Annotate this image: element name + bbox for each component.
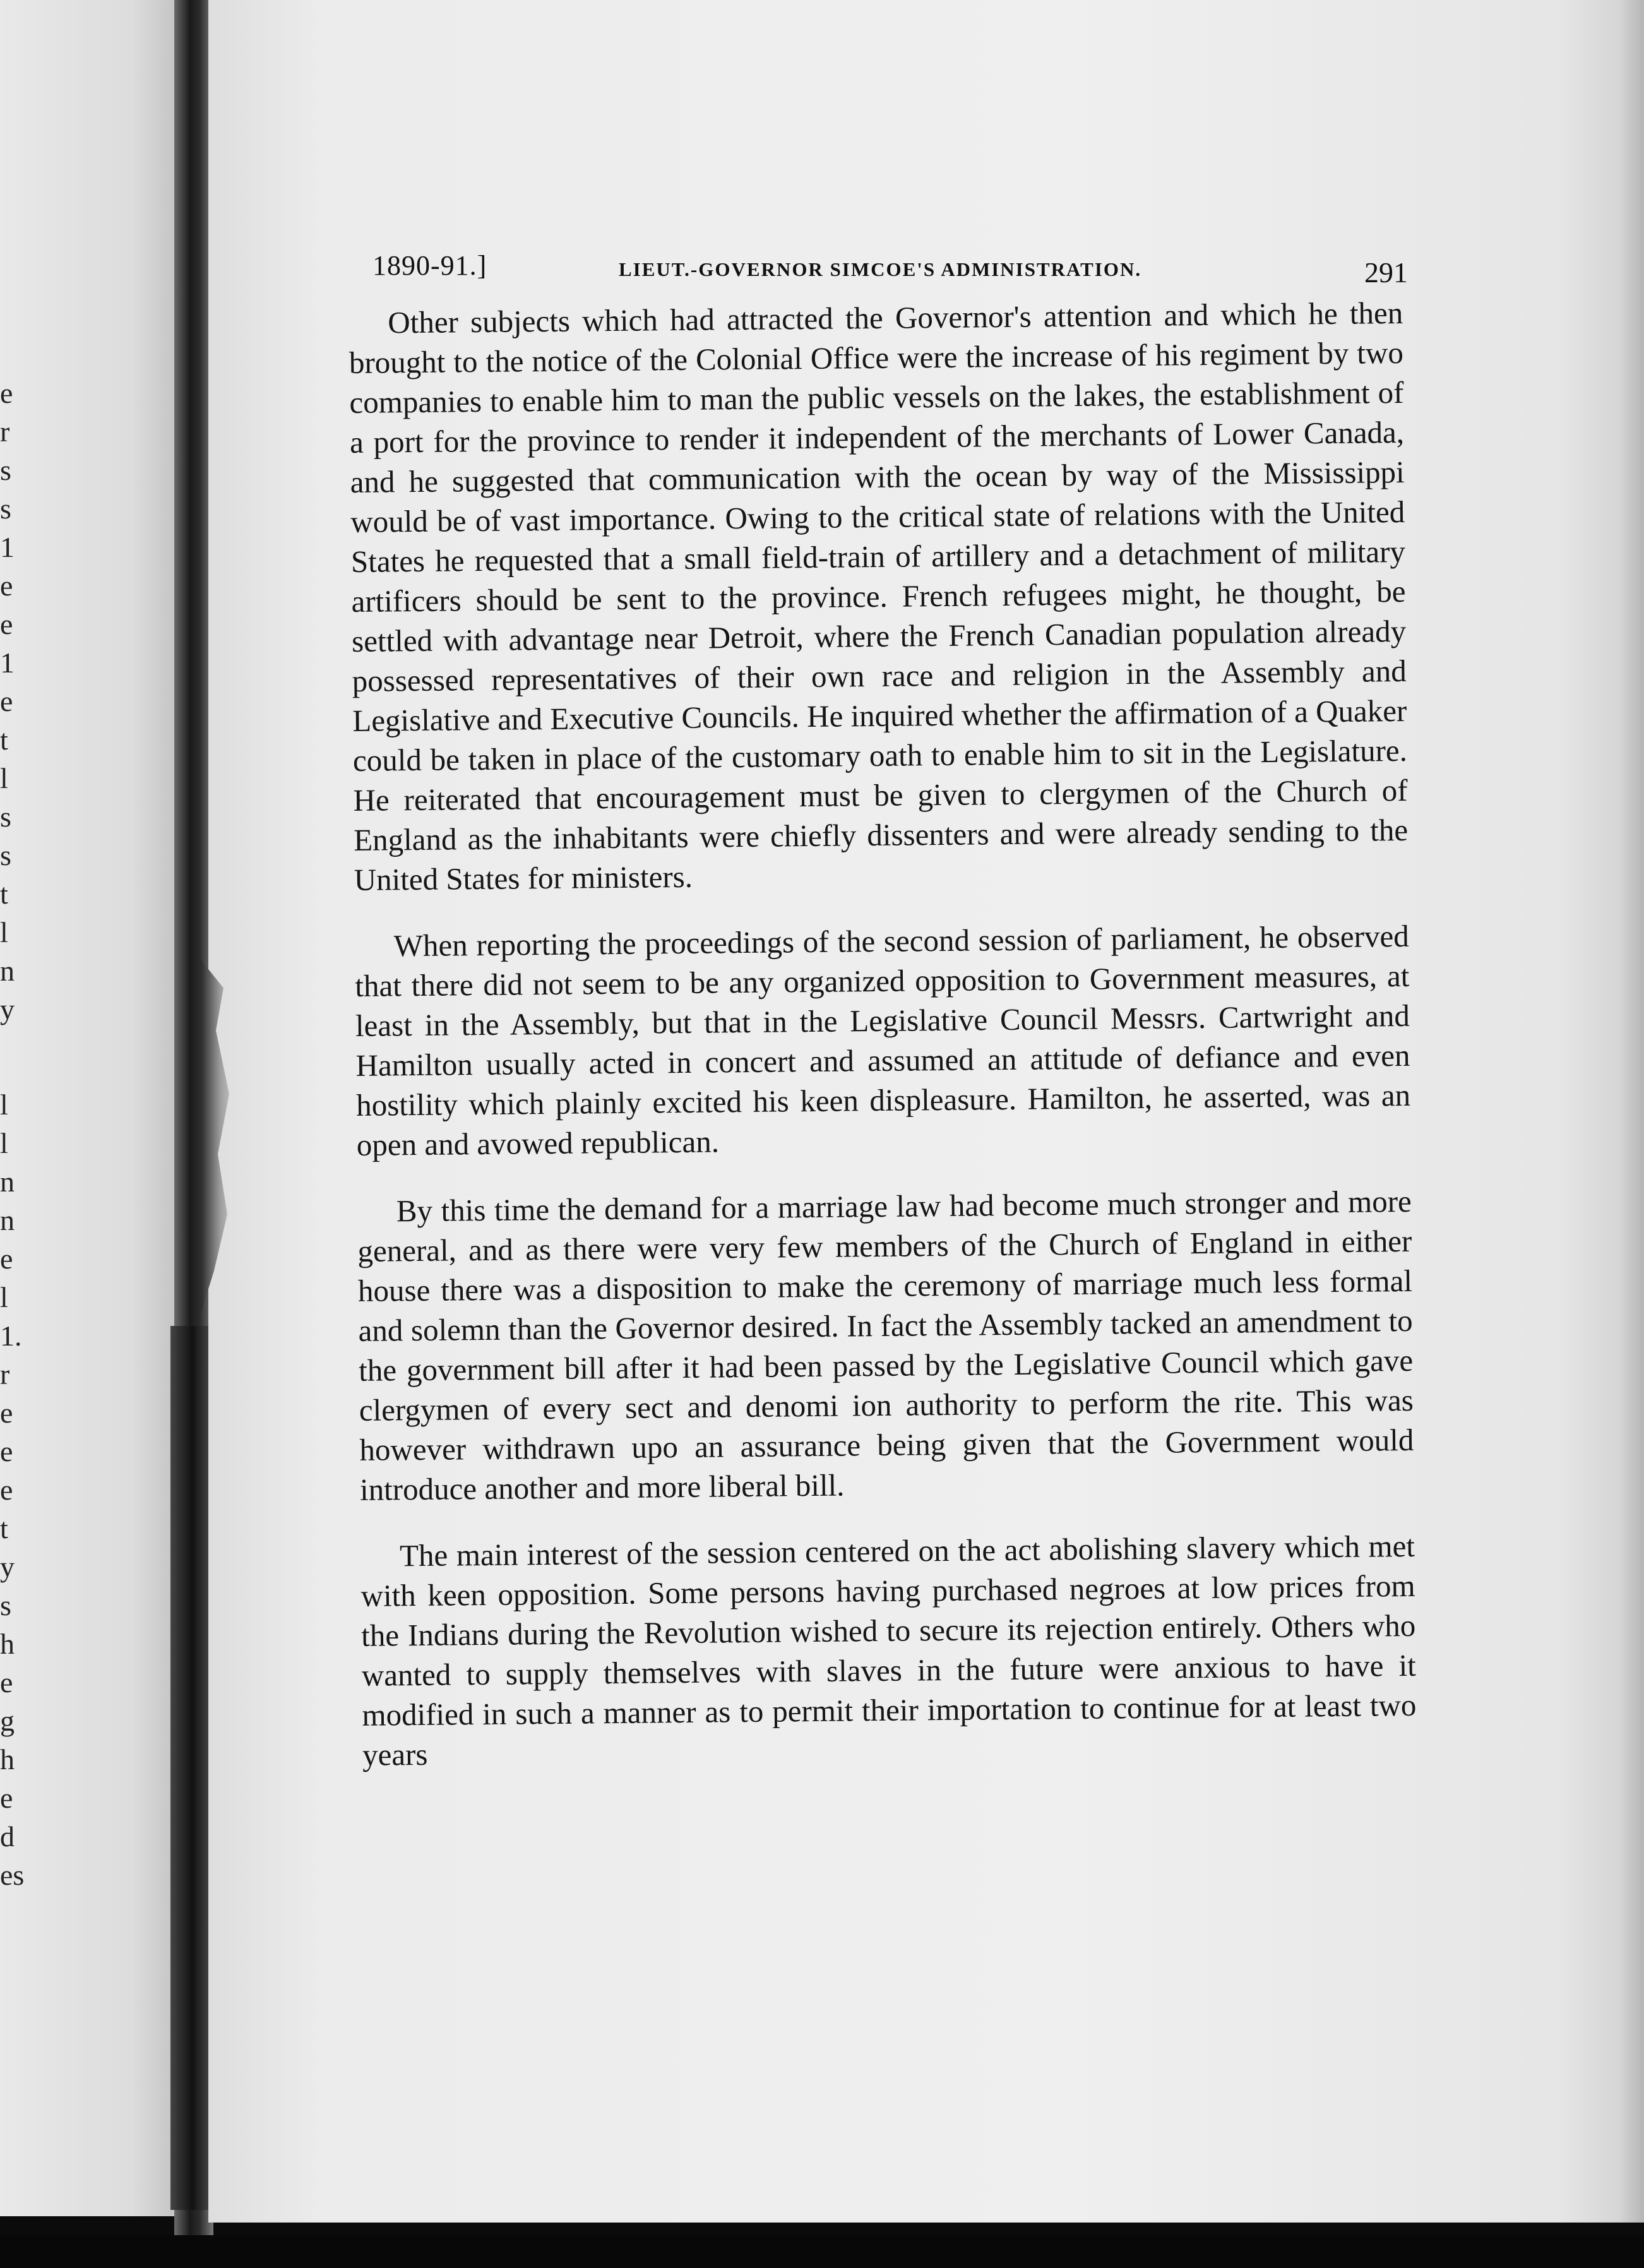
margin-letter: e: [0, 1243, 13, 1275]
margin-letter: e: [0, 1782, 13, 1814]
header-date-range: 1890-91.]: [372, 250, 487, 281]
margin-letter: n: [0, 1166, 15, 1198]
margin-letter: e: [0, 1474, 13, 1506]
margin-letter: e: [0, 1397, 13, 1429]
margin-letter: e: [0, 685, 13, 717]
margin-letter: l: [0, 762, 8, 794]
margin-letter: n: [0, 1204, 15, 1236]
margin-letter: h: [0, 1743, 15, 1776]
margin-letter: es: [0, 1859, 25, 1891]
margin-letter: r: [0, 415, 10, 448]
margin-letter: e: [0, 377, 13, 409]
page-number: 291: [1364, 256, 1408, 289]
margin-letter: t: [0, 1512, 8, 1544]
facing-page: [0, 0, 189, 2216]
margin-letter: s: [0, 801, 11, 833]
margin-letter: n: [0, 955, 15, 987]
margin-letter: s: [0, 1589, 11, 1621]
margin-letter: d: [0, 1820, 15, 1853]
paragraph: When reporting the proceedings of the second session of parliament, he observed that there did not seem to be any organized opposition to Government measures, at least in the Assembly, but that in the Legislative Council Messrs. Cartwright and Hamilton usually acted in concert and assumed an attitude of defiance and even hostility which plainly excited his keen displeasure. Hamilton, he asserted, was an open and avowed republican.: [355, 918, 1411, 1162]
running-header: [372, 249, 1408, 300]
margin-letter: e: [0, 1435, 13, 1467]
margin-letter: s: [0, 454, 11, 486]
margin-letter: l: [0, 916, 8, 948]
margin-letter: s: [0, 839, 11, 871]
margin-letter: r: [0, 1358, 10, 1390]
margin-letter: l: [0, 1127, 8, 1159]
paragraph: The main interest of the session centered on the act abolishing slavery which met with keen opposition. Some persons having purchased negroes at low prices from the Indians during the Revolution wished to secure its rejection entirely. Others who wanted to supply themselves with slaves in the future were anxious to have it modified in such a manner as to permit their importation to continue for at least two years: [360, 1528, 1417, 1772]
margin-letter: g: [0, 1705, 15, 1737]
margin-letter: t: [0, 724, 8, 756]
margin-letter: y: [0, 1551, 15, 1583]
header-title: LIEUT.-GOVERNOR SIMCOE'S ADMINISTRATION.: [619, 258, 1142, 280]
margin-letter: l: [0, 1281, 8, 1313]
margin-letter: 1.: [0, 1320, 22, 1352]
paragraph: Other subjects which had attracted the Governor's attention and which he then brought to the notice of the Colonial Office were the increase of his regiment by two companies to enable him to man the public vessels on the lakes, the establishment of a port for the province to render it independent of the merchants of Lower Canada, and he suggested that communication with the ocean by way of the Mississippi would be of vast importance. Owing to the critical state of relations with the United States he requested that a small field-train of artillery and a detachment of military artificers should be sent to the province. French refugees might, he thought, be settled with advantage near Detroit, where the French Canadian population already possessed representatives of their own race and religion in the Assembly and Legislative and Executive Councils. He inquired whether the affirmation of a Quaker could be taken in place of the customary oath to enable him to sit in the Legislature. He reiterated that encouragement must be given to clergymen of the Church of England as the inhabitants were chiefly dissenters and were already sending to the United States for ministers.: [348, 295, 1409, 897]
margin-letter: e: [0, 1666, 13, 1698]
margin-letter: s: [0, 492, 11, 525]
paragraph: By this time the demand for a marriage law had become much stronger and more general, and as there were very few members of the Church of England in either house there was a disposition to make the ceremony of marriage much less formal and solemn than the Governor desired. In fact the Assembly tacked an amendment to the government bill after it had been passed by the Legislative Council which gave clergymen of every sect and denomi ion authority to perform the rite. This was however withdrawn upo an assurance being given that the Government would introduce another and more liberal bill.: [357, 1183, 1414, 1507]
margin-letter: 1: [0, 531, 15, 563]
margin-letter: h: [0, 1628, 15, 1660]
margin-letter: l: [0, 1089, 8, 1121]
margin-letter: 1: [0, 647, 15, 679]
margin-letter: e: [0, 570, 13, 602]
scan-border: [0, 2235, 1644, 2268]
page-body: [348, 293, 1417, 1801]
margin-letter: t: [0, 878, 8, 910]
margin-letter: y: [0, 993, 15, 1025]
facing-page-margin-letters: [0, 0, 25, 2216]
margin-letter: e: [0, 608, 13, 640]
